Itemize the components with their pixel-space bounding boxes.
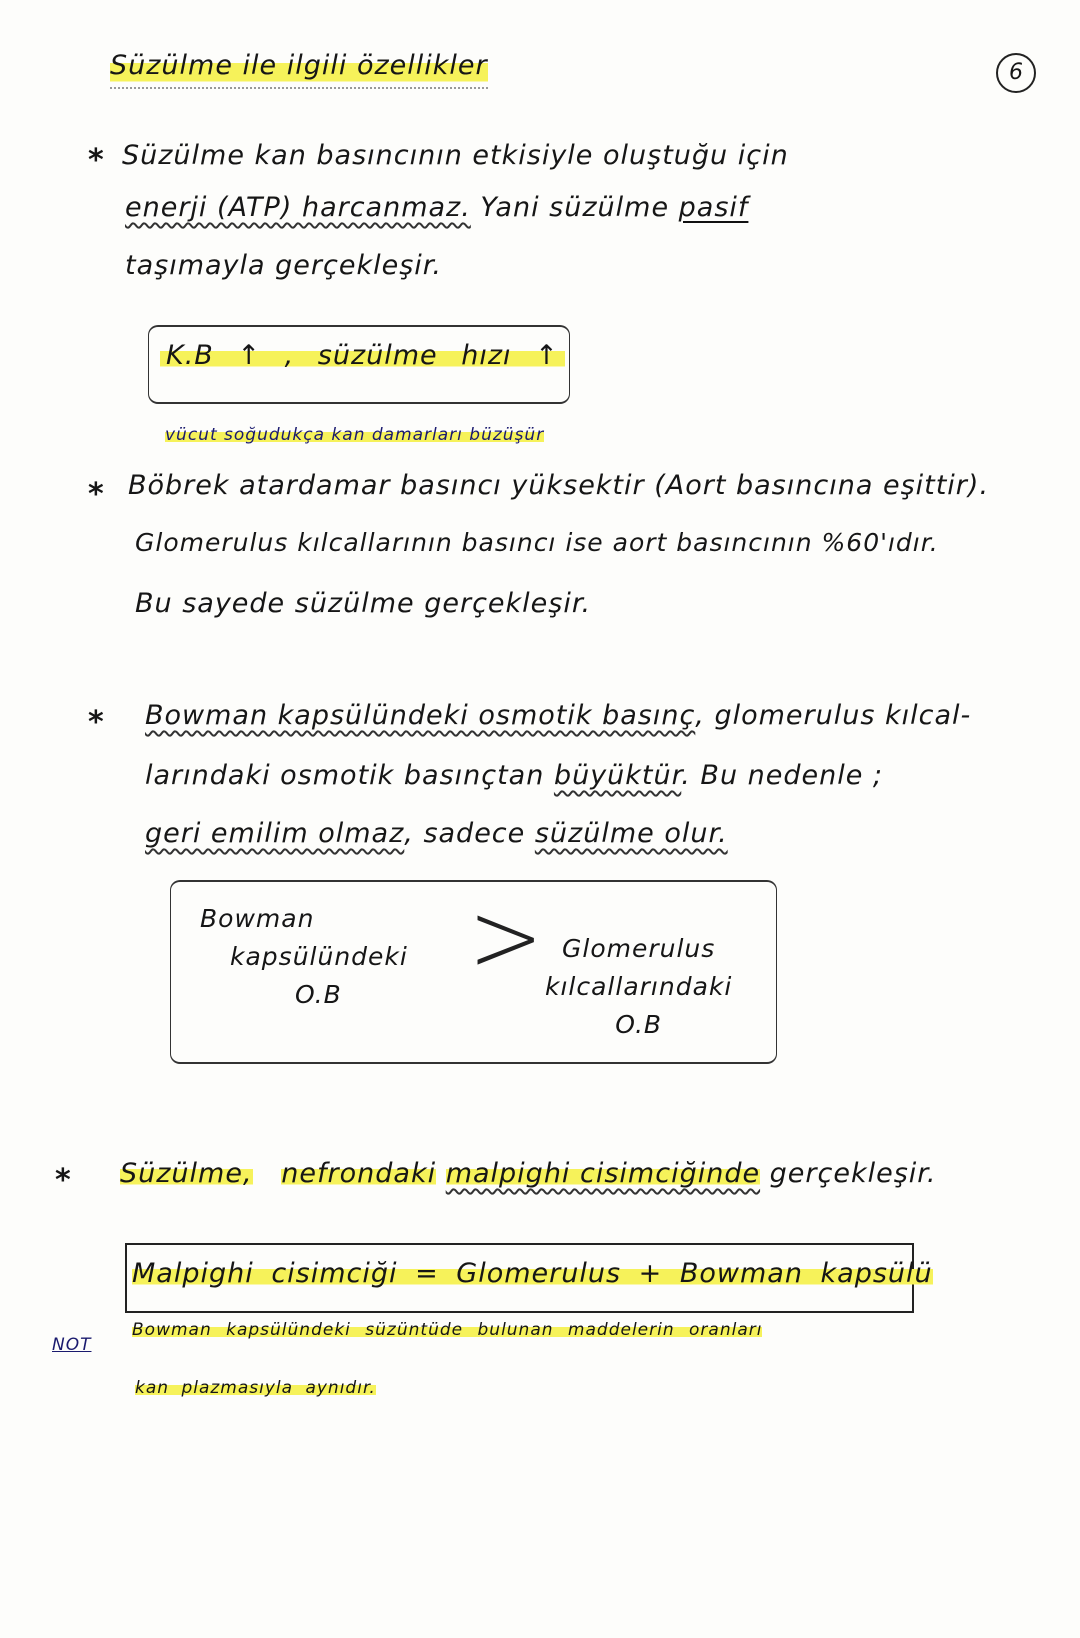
page-number: 6	[996, 53, 1036, 93]
compare-left-3: O.B	[295, 980, 342, 1009]
s4-line1c: malpighi cisimciğinde	[445, 1158, 761, 1189]
note-label: NOT	[52, 1335, 92, 1355]
s1-note: vücut soğudukça kan damarları büzüşür	[165, 425, 545, 445]
s3-line2	[145, 760, 883, 791]
s4-line1	[120, 1158, 937, 1189]
compare-right	[545, 930, 732, 1044]
s1-line1: Süzülme kan basıncının etkisiyle oluştuğu için	[122, 140, 789, 171]
page-title: Süzülme ile ilgili özellikler	[110, 50, 488, 89]
s1-line2c: pasif	[678, 192, 749, 223]
s3-line3a: geri emilim olmaz	[145, 818, 405, 849]
s1-line2a: enerji (ATP) harcanmaz.	[125, 192, 471, 223]
bullet-star-icon: *	[55, 1163, 71, 1198]
s1-line2b: Yani süzülme	[480, 192, 670, 223]
bullet-star-icon: *	[88, 705, 104, 740]
s3-line1	[145, 700, 971, 731]
s3-line3	[145, 818, 728, 849]
bullet-star-icon: *	[88, 143, 104, 178]
s1-line2	[125, 192, 748, 223]
s2-line3: Bu sayede süzülme gerçekleşir.	[135, 588, 592, 619]
note-line2: kan plazmasıyla aynıdır.	[135, 1378, 376, 1398]
s3-line2a: larındaki osmotik basınçtan	[145, 760, 545, 791]
compare-right-1: Glomerulus	[562, 934, 716, 963]
kb-box-text: K.B ↑ , süzülme hızı ↑	[160, 340, 565, 371]
s3-line2c: . Bu nedenle ;	[681, 760, 884, 791]
s3-line1a: Bowman kapsülündeki osmotik basınç	[145, 700, 696, 731]
s4-line1d: gerçekleşir.	[769, 1158, 937, 1189]
malpighi-box-text: Malpighi cisimciği = Glomerulus + Bowman kapsülü	[132, 1258, 933, 1289]
compare-left-1: Bowman	[200, 904, 315, 933]
s3-line1b: , glomerulus kılcal-	[695, 700, 972, 731]
compare-left	[200, 900, 408, 1014]
s4-line1a: Süzülme,	[120, 1158, 253, 1189]
s3-line3c: süzülme olur.	[534, 818, 728, 849]
s3-line2b: büyüktür	[553, 760, 682, 791]
bullet-star-icon: *	[88, 477, 104, 512]
compare-left-2: kapsülündeki	[230, 942, 408, 971]
greater-than-symbol: >	[468, 879, 544, 996]
compare-right-3: O.B	[615, 1010, 663, 1039]
s4-line1b: nefrondaki	[281, 1158, 437, 1189]
compare-right-2: kılcallarındaki	[545, 972, 733, 1001]
s2-line1: Böbrek atardamar basıncı yüksektir (Aort basıncına eşittir).	[128, 470, 990, 501]
s3-line3b: , sadece	[404, 818, 526, 849]
note-line1: Bowman kapsülündeki süzüntüde bulunan maddelerin oranları	[132, 1320, 763, 1340]
s1-line3: taşımayla gerçekleşir.	[125, 250, 442, 281]
s2-line2: Glomerulus kılcallarının basıncı ise aort basıncının %60'ıdır.	[135, 528, 939, 557]
